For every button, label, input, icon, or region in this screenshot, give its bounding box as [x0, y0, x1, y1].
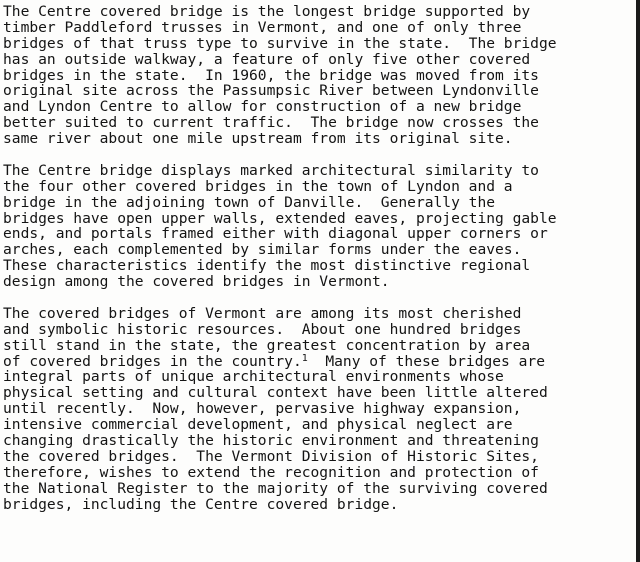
text-line: therefore, wishes to extend the recognition and protection of — [3, 463, 539, 481]
text-line: still stand in the state, the greatest concentration by area — [3, 336, 531, 354]
text-line: better suited to current traffic. The bridge now crosses the — [3, 114, 539, 132]
text-line: timber Paddleford trusses in Vermont, and one of only three — [3, 18, 522, 36]
text-line: intensive commercial development, and physical neglect are — [3, 416, 513, 434]
text-line: the covered bridges. The Vermont Division of Historic Sites, — [3, 447, 539, 465]
text-line: has an outside walkway, a feature of only five other covered — [3, 50, 531, 68]
text-line: and Lyndon Centre to allow for construction of a new bridge — [3, 98, 522, 116]
paragraph-2 — [3, 163, 631, 290]
text-line: original site across the Passumpsic River between Lyndonville — [3, 82, 539, 100]
text-line: arches, each complemented by similar forms under the eaves. — [3, 241, 522, 259]
paragraph-3 — [3, 306, 631, 513]
paragraph-gap — [3, 147, 631, 163]
text-line: bridges in the state. In 1960, the bridge was moved from its — [3, 66, 539, 84]
text-line: the National Register to the majority of the surviving covered — [3, 479, 548, 497]
text-line: bridge in the adjoining town of Danville. Generally the — [3, 193, 496, 211]
paragraph-gap — [3, 290, 631, 306]
text-line: the four other covered bridges in the town of Lyndon and a — [3, 177, 513, 195]
text-line: same river about one mile upstream from its original site. — [3, 130, 513, 148]
text-line: design among the covered bridges in Vermont. — [3, 273, 390, 291]
footnote-marker: 1 — [301, 352, 308, 364]
text-line: bridges have open upper walls, extended eaves, projecting gable — [3, 209, 557, 227]
text-line: The covered bridges of Vermont are among its most cherished — [3, 304, 522, 322]
text-line: and symbolic historic resources. About one hundred bridges — [3, 320, 522, 338]
text-line: ends, and portals framed either with diagonal upper corners or — [3, 225, 548, 243]
text-line-with-footnote — [3, 354, 631, 370]
text-line: The Centre covered bridge is the longest bridge supported by — [3, 3, 531, 20]
text-segment: of covered bridges in the country. — [3, 352, 302, 370]
text-line: bridges of that truss type to survive in the state. The bridge — [3, 34, 557, 52]
text-line: until recently. Now, however, pervasive highway expansion, — [3, 400, 522, 418]
text-line: integral parts of unique architectural environments whose — [3, 368, 504, 386]
text-segment: Many of these bridges are — [307, 352, 545, 370]
text-line: The Centre bridge displays marked architectural similarity to — [3, 161, 539, 179]
text-line: These characteristics identify the most distinctive regional — [3, 257, 531, 275]
document-body — [3, 4, 631, 513]
paragraph-1 — [3, 4, 631, 147]
text-line: physical setting and cultural context have been little altered — [3, 384, 548, 402]
scan-edge — [636, 0, 640, 562]
text-line: bridges, including the Centre covered bridge. — [3, 495, 399, 513]
text-line: changing drastically the historic environment and threatening — [3, 432, 539, 450]
